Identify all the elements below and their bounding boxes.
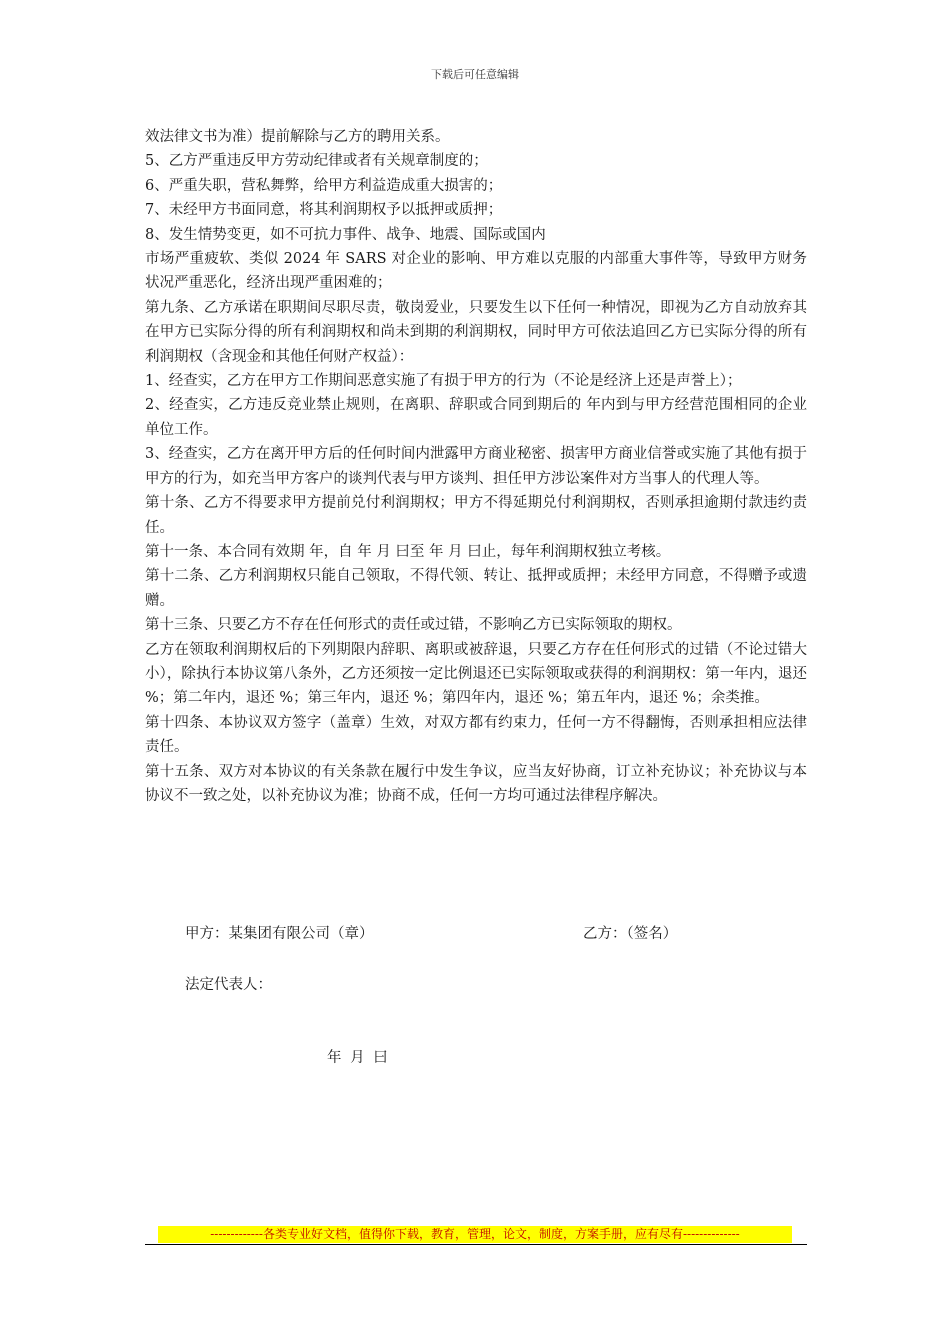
party-a-signature: 甲方：某集团有限公司（章） (185, 926, 374, 942)
paragraph: 7、未经甲方书面同意，将其利润期权予以抵押或质押； (145, 202, 503, 219)
page-header: 下载后可任意编辑 (431, 68, 519, 81)
paragraph: 第十四条、本协议双方签字（盖章）生效，对双方都有约束力，任何一方不得翻悔，否则承担相应法律责任。 (145, 714, 807, 756)
paragraph: 第九条、乙方承诺在职期间尽职尽责，敬岗爱业，只要发生以下任何一种情况，即视为乙方自动放弃其在甲方已实际分得的所有利润期权和尚未到期的利润期权，同时甲方可依法追回乙方已实际分得的所有利润期权（含现金和其他任何财产权益）： (145, 299, 807, 365)
legal-representative: 法定代表人： (185, 977, 272, 993)
paragraph: 第十条、乙方不得要求甲方提前兑付利润期权；甲方不得延期兑付利润期权，否则承担逾期付款违约责任。 (145, 495, 807, 536)
paragraph: 5、乙方严重违反甲方劳动纪律或者有关规章制度的； (145, 153, 488, 170)
paragraph: 市场严重疲软、类似 2024 年 SARS 对企业的影响、甲方难以克服的内部重大事件等，导致甲方财务状况严重恶化，经济出现严重困难的； (145, 251, 807, 292)
footer-banner: -------------各类专业好文档，值得你下载，教育，管理，论文，制度，方案手册，应有尽有-------------- (158, 1226, 792, 1243)
paragraph: 乙方在领取利润期权后的下列期限内辞职、离职或被辞退，只要乙方存在任何形式的过错（不论过错大小），除执行本协议第八条外，乙方还须按一定比例退还已实际领取或获得的利润期权：第一年内，退还 %；第二年内，退还 %；第三年内，退还 %；第四年内，退还 %；第五年内，退还 %；余类推。 (145, 641, 807, 707)
document-body (145, 125, 807, 808)
paragraph: 1、经查实，乙方在甲方工作期间恶意实施了有损于甲方的行为（不论是经济上还是声誉上）； (145, 373, 742, 390)
paragraph: 第十三条、只要乙方不存在任何形式的责任或过错，不影响乙方已实际领取的期权。 (145, 617, 682, 634)
paragraph: 效法律文书为准）提前解除与乙方的聘用关系。 (145, 129, 450, 145)
paragraph: 2、经查实，乙方违反竞业禁止规则，在离职、辞职或合同到期后的 年内到与甲方经营范围相同的企业单位工作。 (145, 397, 807, 438)
paragraph: 6、严重失职，营私舞弊，给甲方利益造成重大损害的； (145, 177, 503, 194)
paragraph: 第十二条、乙方利润期权只能自己领取，不得代领、转让、抵押或质押；未经甲方同意，不得赠予或遗赠。 (145, 568, 807, 609)
paragraph: 8、发生情势变更，如不可抗力事件、战争、地震、国际或国内 (145, 226, 546, 243)
paragraph: 第十一条、本合同有效期 年，自 年 月 曰至 年 月 曰止，每年利润期权独立考核。 (145, 543, 671, 560)
paragraph: 第十五条、双方对本协议的有关条款在履行中发生争议，应当友好协商，订立补充协议；补充协议与本协议不一致之处，以补充协议为准；协商不成，任何一方均可通过法律程序解决。 (145, 763, 807, 804)
footer-divider (145, 1244, 807, 1245)
paragraph: 3、经查实，乙方在离开甲方后的任何时间内泄露甲方商业秘密、损害甲方商业信誉或实施了其他有损于甲方的行为，如充当甲方客户的谈判代表与甲方谈判、担任甲方涉讼案件对方当事人的代理人等。 (145, 446, 807, 487)
signature-date: 年 月 曰 (327, 1050, 390, 1066)
party-b-signature: 乙方：（签名） (583, 926, 678, 942)
